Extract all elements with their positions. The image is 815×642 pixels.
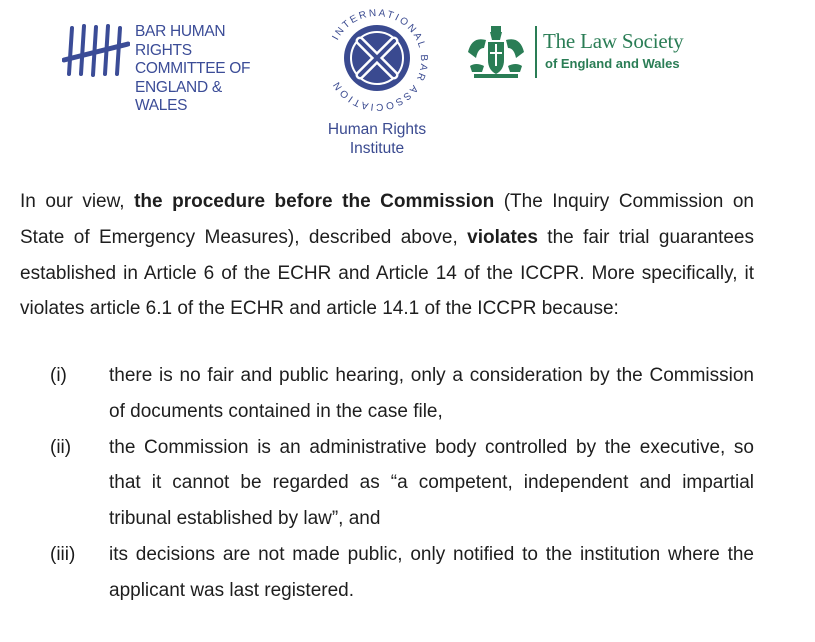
list-item-number: (i) bbox=[50, 365, 67, 386]
bhrc-line-3: ENGLAND & WALES bbox=[135, 78, 222, 114]
law-society-title: The Law Society bbox=[543, 29, 684, 53]
paragraph-text-3: the fair trial guarantees established in Article 6 of the ECHR and Article 14 of the ICCPR. More specifically, it violates article 6.1 of the ECHR and article 14.1 of the ICCPR because: bbox=[20, 226, 754, 320]
iba-logo bbox=[316, 0, 438, 162]
list-item bbox=[0, 358, 815, 430]
list-item bbox=[0, 537, 815, 609]
list-item-text: its decisions are not made public, only notified to the institution where the applicant was last registered. bbox=[109, 543, 754, 601]
bhrc-line-1: BAR HUMAN RIGHTS bbox=[135, 23, 226, 59]
paragraph-bold-2: violates bbox=[467, 226, 538, 248]
violation-list bbox=[0, 358, 815, 609]
paragraph-text-1: In our view, bbox=[20, 191, 135, 212]
list-item-text: the Commission is an administrative body controlled by the executive, so that it cannot be regarded as “a competent, independent and impartial tribunal established by law”, and bbox=[109, 436, 754, 530]
tally-marks-icon bbox=[62, 24, 130, 78]
law-society-subtitle: of England and Wales bbox=[545, 56, 680, 71]
list-item-number: (iii) bbox=[50, 543, 76, 565]
law-society-divider bbox=[535, 26, 537, 78]
bhrc-logo bbox=[62, 20, 272, 114]
bhrc-line-2: COMMITTEE OF bbox=[135, 60, 251, 77]
law-society-logo bbox=[460, 22, 720, 82]
coat-of-arms-icon bbox=[460, 22, 532, 82]
list-item-number: (ii) bbox=[50, 436, 72, 458]
list-item bbox=[0, 430, 815, 537]
iba-emblem-icon bbox=[316, 0, 438, 118]
iba-institute-name bbox=[316, 120, 438, 158]
paragraph-bold-1: the procedure before the Commission bbox=[134, 191, 495, 212]
paragraph-text-2: (The Inquiry Commission on State of Emergency Measures), described above, bbox=[20, 191, 754, 248]
iba-ring-text: INTERNATIONAL BAR ASSOCIATION bbox=[330, 7, 430, 113]
iba-name-line-2: Institute bbox=[349, 140, 405, 157]
bhrc-name bbox=[135, 23, 272, 116]
intro-paragraph bbox=[20, 184, 754, 327]
iba-name-line-1: Human Rights bbox=[327, 121, 427, 138]
list-item-text: there is no fair and public hearing, only a consideration by the Commission of documents contained in the case file, bbox=[109, 365, 754, 422]
